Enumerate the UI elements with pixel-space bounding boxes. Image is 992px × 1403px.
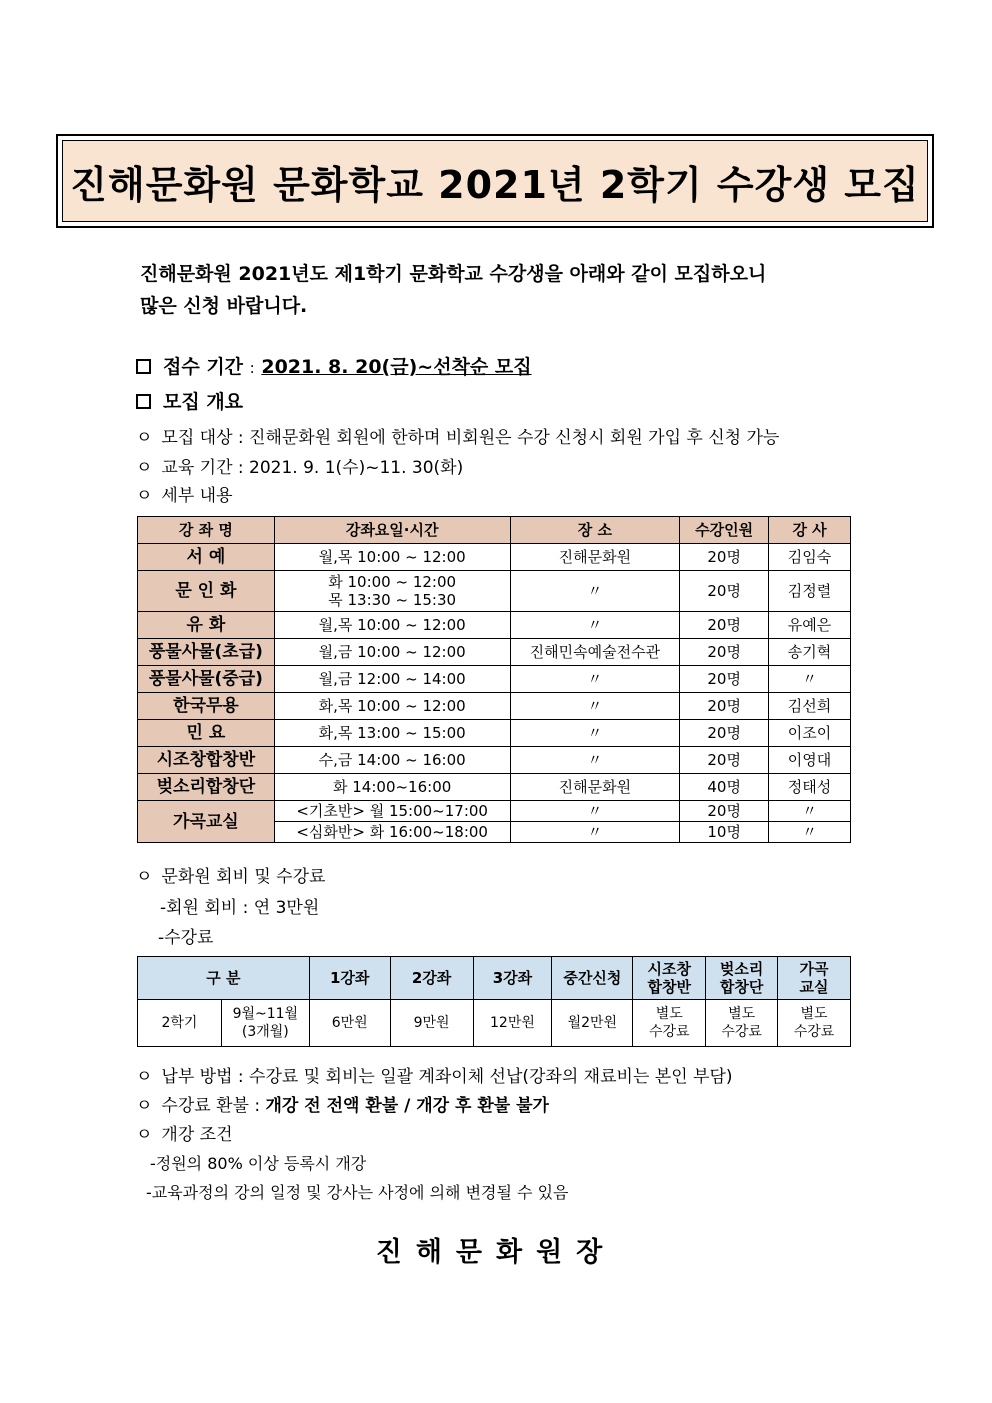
payment-text: 납부 방법 : 수강료 및 회비는 일괄 계좌이체 선납(강좌의 재료비는 본인 부담) — [161, 1067, 733, 1087]
fee-header-sijo-line-2: 합창반 — [647, 978, 691, 996]
course-teacher: 정태성 — [769, 774, 851, 801]
course-time: 월,목 10:00 ~ 12:00 — [274, 544, 510, 571]
fee-header-2: 2강좌 — [390, 957, 473, 1000]
course-place: 진해민속예술전수관 — [510, 639, 680, 666]
bullet-target — [136, 423, 779, 448]
header-count: 수강인원 — [680, 517, 769, 544]
course-name: 민 요 — [138, 720, 275, 747]
overview-heading — [136, 387, 243, 414]
fee-sep-line-1: 별도 — [728, 1006, 756, 1022]
period-text: 교육 기간 : 2021. 9. 1(수)~11. 30(화) — [161, 458, 464, 478]
course-time: 수,금 14:00 ~ 16:00 — [274, 747, 510, 774]
course-time: <심화반> 화 16:00~18:00 — [274, 822, 510, 843]
course-place: 〃 — [510, 720, 680, 747]
bullet-period — [136, 453, 463, 478]
bullet-payment — [136, 1062, 733, 1087]
course-count: 20명 — [680, 571, 769, 612]
fee-months — [221, 1000, 309, 1047]
reception-separator: : — [249, 359, 255, 377]
opening-label: 개강 조건 — [161, 1125, 233, 1145]
course-time: 화,목 13:00 ~ 15:00 — [274, 720, 510, 747]
course-place: 〃 — [510, 801, 680, 822]
table-header-row — [138, 517, 851, 544]
opening-condition-1: -정원의 80% 이상 등록시 개강 — [150, 1154, 367, 1173]
course-teacher: 〃 — [769, 666, 851, 693]
details-text: 세부 내용 — [161, 486, 233, 506]
checkbox-icon — [136, 359, 151, 374]
course-name: 가곡교실 — [138, 801, 275, 843]
table-row — [138, 666, 851, 693]
course-teacher: 송기혁 — [769, 639, 851, 666]
page-title: 진해문화원 문화학교 2021년 2학기 수강생 모집 — [62, 140, 928, 222]
target-text: 모집 대상 : 진해문화원 회원에 한하며 비회원은 수강 신청시 회원 가입 후 신청 가능 — [161, 428, 780, 448]
table-row — [138, 747, 851, 774]
fee-row — [138, 1000, 851, 1047]
course-count: 20명 — [680, 544, 769, 571]
fee-sep-line-2: 수강료 — [793, 1024, 835, 1040]
course-name: 유 화 — [138, 612, 275, 639]
course-teacher: 〃 — [769, 822, 851, 843]
overview-label: 모집 개요 — [163, 391, 244, 413]
fee-three: 12만원 — [473, 1000, 552, 1047]
fee-header-gagok-line-2: 교실 — [799, 978, 829, 996]
course-time: 화,목 10:00 ~ 12:00 — [274, 693, 510, 720]
fee-header-choir-line-2: 합창단 — [719, 978, 764, 996]
header-teacher: 강 사 — [769, 517, 851, 544]
course-count: 20명 — [680, 639, 769, 666]
course-time-line-1: 화 10:00 ~ 12:00 — [328, 573, 457, 591]
course-time: 월,목 10:00 ~ 12:00 — [274, 612, 510, 639]
course-time-line-2: 목 13:30 ~ 15:30 — [328, 591, 457, 609]
title-box — [56, 134, 934, 228]
header-course: 강 좌 명 — [138, 517, 275, 544]
course-count: 20명 — [680, 612, 769, 639]
intro-paragraph — [140, 258, 880, 322]
course-count: 20명 — [680, 720, 769, 747]
fee-header-choir — [706, 957, 778, 1000]
bullet-fees — [136, 862, 325, 887]
schedule-table — [137, 516, 851, 843]
fee-sep-line-2: 수강료 — [648, 1024, 690, 1040]
bullet-opening — [136, 1120, 233, 1145]
course-name: 풍물사물(초급) — [138, 639, 275, 666]
course-teacher: 김선희 — [769, 693, 851, 720]
course-count: 20명 — [680, 666, 769, 693]
signature: 진해문화원장 — [375, 1237, 617, 1268]
tuition-label: -수강료 — [158, 928, 214, 948]
bullet-circle-icon: ㅇ — [136, 428, 153, 448]
intro-line-1: 진해문화원 2021년도 제1학기 문화학교 수강생을 아래와 같이 모집하오니 — [140, 263, 767, 285]
course-place: 진해문화원 — [510, 544, 680, 571]
fee-header-gagok — [778, 957, 851, 1000]
intro-line-2: 많은 신청 바랍니다. — [140, 295, 308, 317]
bullet-circle-icon: ㅇ — [136, 1096, 153, 1116]
table-row — [138, 693, 851, 720]
fee-header-sijo-line-1: 시조창 — [647, 960, 691, 978]
reception-period — [136, 352, 532, 379]
membership-fee: -회원 회비 : 연 3만원 — [160, 898, 320, 918]
table-row — [138, 720, 851, 747]
fee-gagok — [778, 1000, 851, 1047]
fee-term: 2학기 — [138, 1000, 222, 1047]
course-time: 월,금 10:00 ~ 12:00 — [274, 639, 510, 666]
fee-header-category: 구 분 — [138, 957, 310, 1000]
header-place: 장 소 — [510, 517, 680, 544]
fee-sep-line-1: 별도 — [655, 1006, 683, 1022]
course-name: 풍물사물(중급) — [138, 666, 275, 693]
table-row — [138, 639, 851, 666]
course-count: 40명 — [680, 774, 769, 801]
fee-mid: 월2만원 — [552, 1000, 633, 1047]
course-place: 〃 — [510, 822, 680, 843]
course-teacher: 〃 — [769, 801, 851, 822]
course-name: 문 인 화 — [138, 571, 275, 612]
table-row — [138, 612, 851, 639]
checkbox-icon — [136, 394, 151, 409]
fee-sep-line-1: 별도 — [800, 1006, 828, 1022]
course-name: 한국무용 — [138, 693, 275, 720]
table-row — [138, 801, 851, 822]
fee-table — [137, 956, 851, 1047]
course-teacher: 유예은 — [769, 612, 851, 639]
bullet-refund — [136, 1091, 549, 1116]
fee-header-gagok-line-1: 가곡 — [799, 960, 829, 978]
course-place: 〃 — [510, 747, 680, 774]
table-row — [138, 774, 851, 801]
course-name: 벚소리합창단 — [138, 774, 275, 801]
course-place: 〃 — [510, 612, 680, 639]
bullet-circle-icon: ㅇ — [136, 458, 153, 478]
reception-value: 2021. 8. 20(금)~선착순 모집 — [261, 356, 532, 378]
course-teacher: 김정렬 — [769, 571, 851, 612]
fee-header-sijo — [633, 957, 706, 1000]
fee-header-row — [138, 957, 851, 1000]
course-count: 20명 — [680, 747, 769, 774]
fee-header-choir-line-1: 벚소리 — [719, 960, 764, 978]
course-time: 월,금 12:00 ~ 14:00 — [274, 666, 510, 693]
table-row — [138, 571, 851, 612]
bullet-circle-icon: ㅇ — [136, 1125, 153, 1145]
fee-header-mid: 중간신청 — [552, 957, 633, 1000]
course-count: 20명 — [680, 801, 769, 822]
course-teacher: 김임숙 — [769, 544, 851, 571]
fee-sep-line-2: 수강료 — [721, 1024, 762, 1040]
course-place: 〃 — [510, 666, 680, 693]
fee-two: 9만원 — [390, 1000, 473, 1047]
reception-label: 접수 기간 — [163, 356, 244, 378]
table-row — [138, 544, 851, 571]
fee-months-line-2: (3개월) — [241, 1024, 289, 1040]
fee-one: 6만원 — [309, 1000, 390, 1047]
course-time: <기초반> 월 15:00~17:00 — [274, 801, 510, 822]
header-time: 강좌요일·시간 — [274, 517, 510, 544]
course-teacher: 이조이 — [769, 720, 851, 747]
course-count: 10명 — [680, 822, 769, 843]
course-time: 화 14:00~16:00 — [274, 774, 510, 801]
refund-value: 개강 전 전액 환불 / 개강 후 환불 불가 — [265, 1096, 549, 1116]
course-name: 서 예 — [138, 544, 275, 571]
fees-heading: 문화원 회비 및 수강료 — [161, 867, 326, 887]
fee-header-1: 1강좌 — [309, 957, 390, 1000]
course-place: 진해문화원 — [510, 774, 680, 801]
fee-months-line-1: 9월~11월 — [232, 1006, 299, 1022]
course-place: 〃 — [510, 571, 680, 612]
fee-choir — [706, 1000, 778, 1047]
fee-header-3: 3강좌 — [473, 957, 552, 1000]
course-teacher: 이영대 — [769, 747, 851, 774]
opening-condition-2: -교육과정의 강의 일정 및 강사는 사정에 의해 변경될 수 있음 — [146, 1183, 569, 1202]
course-place: 〃 — [510, 693, 680, 720]
refund-label: 수강료 환불 : — [161, 1096, 261, 1116]
course-name: 시조창합창반 — [138, 747, 275, 774]
bullet-details — [136, 481, 233, 506]
bullet-circle-icon: ㅇ — [136, 867, 153, 887]
bullet-circle-icon: ㅇ — [136, 486, 153, 506]
fee-sijo — [633, 1000, 706, 1047]
course-time — [274, 571, 510, 612]
bullet-circle-icon: ㅇ — [136, 1067, 153, 1087]
course-count: 20명 — [680, 693, 769, 720]
